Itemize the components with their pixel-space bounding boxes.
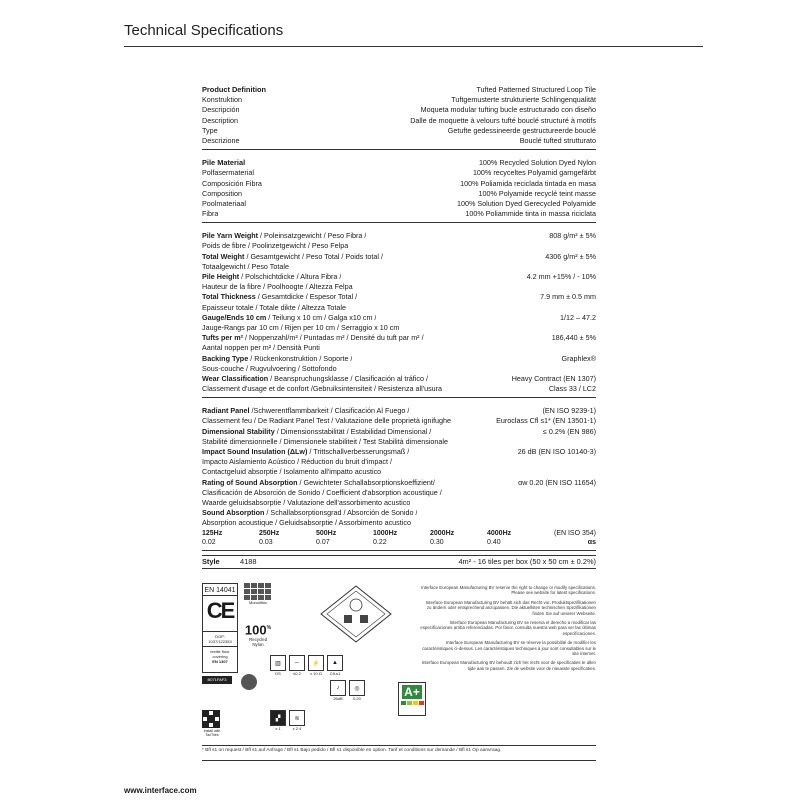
spec-value: 4.2 mm +15% / - 10% <box>526 272 596 281</box>
spec-row <box>202 447 596 457</box>
spec-label-rest: / Trittschallverbesserungsmaß / <box>307 447 410 456</box>
spec-row <box>202 437 596 447</box>
frequency-value: 0.03 <box>259 538 273 546</box>
page-title: Technical Specifications <box>124 22 284 39</box>
spec-row <box>202 136 596 146</box>
spec-row <box>202 343 596 353</box>
spec-label <box>202 292 357 302</box>
recycled-percentage: 100 <box>244 622 267 638</box>
spec-label <box>202 478 435 488</box>
spec-value: 100% Poliamida reciclada tintada en masa <box>460 178 596 188</box>
spec-label: Jauge-Rangs par 10 cm / Rijen per 10 cm / Serraggio x 10 cm <box>202 322 400 332</box>
spec-value: (EN ISO 9239-1) <box>542 406 596 416</box>
spec-row <box>202 518 596 528</box>
spec-row <box>202 126 596 136</box>
spec-label-bold: Pile Yarn Weight <box>202 231 259 241</box>
icon-caption: x 10 Ω <box>310 671 322 676</box>
spec-row <box>202 116 596 126</box>
dop-number: DOP: 1037/122353 <box>203 632 237 647</box>
frequency-header: 2000Hz <box>430 529 455 537</box>
spec-label: Totaalgewicht / Peso Totale <box>202 261 289 271</box>
footnote-divider <box>202 760 596 761</box>
frequency-value: 0.30 <box>430 538 444 546</box>
spec-value: 100% Poliammide tinta in massa riciclata <box>465 209 596 219</box>
spec-label-bold: Pile Height <box>202 272 240 281</box>
spec-row <box>202 189 596 199</box>
spec-label-rest: / Poleinsatzgewicht / Peso Fibra / <box>258 231 367 241</box>
rating-scale-icon <box>399 701 425 705</box>
spec-section <box>202 158 596 223</box>
spec-label-rest: / Polschichtdicke / Altura Fibra / <box>239 272 342 281</box>
hazard-diamond-icon <box>320 585 392 643</box>
spec-row <box>202 179 596 189</box>
antistatic-icon: ⚡ <box>308 655 324 671</box>
spec-label-rest: / Gesamtdicke / Espesor Total / <box>255 292 358 302</box>
recycled-label: Recycled <box>248 637 268 643</box>
spec-value: 100% recyceltes Polyamid garngefärbt <box>472 168 596 178</box>
spec-row <box>202 364 596 374</box>
performance-icons-row-3 <box>270 710 305 731</box>
spec-label-rest: /Schwerentflammbarkeit / Clasificación Al Fuego / <box>249 406 410 416</box>
spec-value: 100% Recycled Solution Dyed Nylon <box>478 158 596 168</box>
spec-value: Euroclass Cfl s1* (EN 13501-1) <box>496 416 596 426</box>
spec-label: Poolmateriaal <box>202 198 246 208</box>
spec-label <box>202 231 366 241</box>
spec-label-bold: Backing Type <box>202 353 249 363</box>
performance-icons-row-2 <box>330 680 365 701</box>
spec-label: Stabilité dimensionnelle / Dimensionele stabiliteit / Test Stabilità dimensionale <box>202 436 448 446</box>
spec-label-rest: / Gesamtgewicht / Peso Total / Poids total / <box>244 251 383 261</box>
spec-row <box>202 333 596 343</box>
disclaimer-fr: Interface European Manufacturing BV se réserve la possibilité de modifier les caractéristiques ci-dessus. Les caractéristiques techniques à jour sont consultables sur le site internet. <box>422 640 596 657</box>
spec-row <box>202 457 596 467</box>
spec-label-bold: Total Weight <box>202 251 245 261</box>
spec-value: Dalle de moquette à velours tufté bouclé structuré à motifs <box>410 115 596 125</box>
sound-unit: αs <box>587 538 596 546</box>
spec-value: 26 dB (EN ISO 10140-3) <box>517 447 596 456</box>
spec-row <box>202 262 596 272</box>
spec-row <box>202 323 596 333</box>
spec-row <box>202 168 596 178</box>
spec-label: Description <box>202 115 238 125</box>
spec-row <box>202 85 596 95</box>
spec-label <box>202 447 409 457</box>
recycled-badge <box>244 621 272 647</box>
spec-label-rest: / Rückenkonstruktion / Soporte / <box>248 353 353 363</box>
spec-label: Polfasermaterial <box>202 168 254 178</box>
style-label: Style <box>202 556 220 566</box>
spec-label <box>202 508 417 518</box>
performance-icons-row-1 <box>270 655 343 676</box>
frequency-header: 1000Hz <box>373 529 398 537</box>
packaging-info: 4m² - 16 tiles per box (50 x 50 cm ± 0.2%) <box>458 556 596 566</box>
icon-caption: x 2.4 <box>292 726 302 731</box>
spec-label <box>202 252 383 262</box>
disclaimer-de: Interface European Manufacturing BV behält sich das Recht vor, Produktspezifikationen zu ändern oder entsprechend anzupassen. Die aktuellsten technischen Spezifikationen finden Sie auf unserer Webseite. <box>425 599 596 616</box>
spec-row <box>202 354 596 364</box>
spec-row <box>202 416 596 426</box>
spec-label-rest: / Noppenzahl/m² / Puntadas m² / Densité du tuft par m² / <box>243 333 424 343</box>
spec-label-bold: Rating of Sound Absorption <box>202 477 298 487</box>
spec-label <box>202 313 376 323</box>
monolithic-label: Monolithic <box>248 600 267 605</box>
website-link[interactable]: www.interface.com <box>124 786 197 795</box>
spec-value: Tufted Patterned Structured Loop Tile <box>476 85 596 94</box>
spec-row <box>202 467 596 477</box>
indoor-air-label <box>398 682 426 716</box>
spec-label <box>202 354 352 364</box>
spec-row <box>202 292 596 302</box>
spec-label: Sous-couche / Rugvulvoering / Sottofondo <box>202 363 337 373</box>
spec-row <box>202 488 596 498</box>
spec-label <box>202 427 431 437</box>
icon-caption: Cfl-s1 <box>329 671 341 676</box>
spec-label-rest: / Beanspruchungsklasse / Clasificación al tráfico / <box>268 373 428 383</box>
spec-row <box>202 384 596 394</box>
spec-value: Getufte gedessineerde gestructureerde bouclé <box>447 125 596 135</box>
impact-sound-icon: ♪ <box>330 680 346 696</box>
spec-label-bold: Radiant Panel <box>202 406 250 416</box>
spec-section <box>202 406 596 550</box>
textile-floor-label: textile floor covering <box>210 649 230 659</box>
spec-label: Epaisseur totale / Totale dikte / Altezza Totale <box>202 302 346 312</box>
spec-row <box>202 231 596 241</box>
dimensional-stability-icon: ⇔ <box>289 655 305 671</box>
energy-rating: A+ <box>402 685 422 699</box>
castor-chair-icon: ▥ <box>270 655 286 671</box>
spec-label <box>202 374 428 384</box>
spec-label <box>202 333 424 343</box>
spec-label: Composition <box>202 188 242 198</box>
style-row <box>202 555 596 569</box>
frequency-header: 4000Hz <box>487 529 512 537</box>
spec-label: Absorption acoustique / Geluidsabsorptie / Assorbimento acustico <box>202 518 411 528</box>
spec-label: Aantal noppen per m² / Densità Punti <box>202 343 320 353</box>
install-label: Install with TacTiles <box>203 729 221 737</box>
icon-caption: 26dB <box>333 696 343 701</box>
disclaimer-es: Interface European Manufacturing BV se reserva el derecho a modificar las especificaciones arriba referenciadas. Por favor, consulta nuestra web para ver las últimas especificaciones. <box>420 620 596 636</box>
sound-standard: (EN ISO 354) <box>553 529 596 537</box>
spec-label-bold: Sound Absorption <box>202 508 265 518</box>
spec-label-bold: Gauge/Ends 10 cm <box>202 312 267 322</box>
spec-label: Hauteur de la fibre / Poolhoogte / Altezza Felpa <box>202 282 353 292</box>
tactiles-checker-icon <box>202 710 220 728</box>
spec-row <box>202 241 596 251</box>
spec-row <box>202 374 596 384</box>
spec-value: Moqueta modular tufting bucle estructurado con diseño <box>420 105 596 115</box>
spec-label: Type <box>202 125 218 135</box>
ce-icon: CE <box>203 596 237 632</box>
seal-icon <box>241 674 257 690</box>
disclaimer <box>420 585 596 675</box>
frequency-value: 0.07 <box>316 538 330 546</box>
spec-label <box>202 272 341 282</box>
disclaimer-nl: Interface European Manufacturing BV behoudt zich het recht voor de specificaties te allen tijde aan te passen. Zie de website voor de nieuwste specificaties. <box>421 660 596 671</box>
frequency-value-row <box>202 538 596 547</box>
icon-caption: 0.20 <box>353 696 361 701</box>
spec-label: Pile Material <box>202 158 246 168</box>
fire-rating-icon: ▲ <box>327 655 343 671</box>
frequency-header: 250Hz <box>259 529 280 537</box>
frequency-header: 500Hz <box>316 529 337 537</box>
spec-label: Fibra <box>202 209 219 219</box>
spec-value: 1/12 – 47.2 <box>560 312 596 322</box>
icon-caption: DS <box>275 671 281 676</box>
spec-label: Composición Fibra <box>202 178 262 188</box>
spec-value: 186,440 ± 5% <box>551 333 596 343</box>
sound-absorption-icon: ◎ <box>349 680 365 696</box>
frequency-header-row <box>202 529 596 538</box>
spec-row <box>202 303 596 313</box>
icon-caption: x 1 <box>275 726 281 731</box>
spec-value: αw 0.20 (EN ISO 11654) <box>518 477 596 487</box>
spec-row <box>202 158 596 168</box>
en-standard: EN 14041 <box>203 584 237 596</box>
recycled-unit: % <box>266 625 272 631</box>
spec-label-bold: Tufts per m² <box>202 333 243 343</box>
spec-label: Descrizione <box>202 135 240 145</box>
spec-row <box>202 427 596 437</box>
title-divider <box>124 46 703 47</box>
spec-label-bold: Wear Classification <box>202 373 269 383</box>
frequency-value: 0.22 <box>373 538 387 546</box>
footnote: * Bfl s1 on request / Bfl s1 auf Anfrage / Bfl s1 Bajo pedido / Bfl s1 disponible en option. Tarif et conditions sur demande / Bfl s1 Op aanvraag. <box>202 745 596 753</box>
spec-row <box>202 252 596 262</box>
style-number: 4188 <box>240 556 257 566</box>
spec-row <box>202 105 596 115</box>
monolithic-badge <box>244 583 272 605</box>
spec-value: Bouclé tufted strutturato <box>519 135 596 145</box>
spec-row <box>202 95 596 105</box>
spec-label: Clasificación de Absorción de Sonido / Coefficient d'absorption acoustique / <box>202 487 442 497</box>
icon-caption: ≤0.2 <box>293 671 301 676</box>
spec-row <box>202 209 596 219</box>
spec-row <box>202 498 596 508</box>
frequency-value: 0.02 <box>202 538 216 546</box>
spec-value: Tuftgemusterte strukturierte Schlingenqualität <box>451 95 596 105</box>
spec-value: 4306 g/m² ± 5% <box>545 251 596 261</box>
spec-section <box>202 85 596 150</box>
monolithic-icon <box>244 583 272 600</box>
spec-row <box>202 313 596 323</box>
stairs-icon: ▞ <box>270 710 286 726</box>
ce-marking <box>202 583 238 673</box>
spec-row <box>202 478 596 488</box>
spec-label-rest: / Dimensionsstabilität / Estabilidad Dimensional / <box>274 426 432 436</box>
spec-value: Heavy Contract (EN 1307) <box>511 373 596 383</box>
spec-label: Konstruktion <box>202 95 242 105</box>
spec-label: Classement d'usage et de confort /Gebruiksintensiteit / Resistenza all'usura <box>202 384 443 394</box>
spec-label <box>202 406 409 416</box>
spec-section <box>202 231 596 398</box>
spec-label: Poids de fibre / Poolinzetgewicht / Peso Felpa <box>202 241 349 251</box>
spec-row <box>202 199 596 209</box>
frequency-value: 0.40 <box>487 538 501 546</box>
spec-row <box>202 508 596 518</box>
spec-label-bold: Dimensional Stability <box>202 426 275 436</box>
spec-label-rest: / Gewichteter Schallabsorptionskoeffizient/ <box>297 477 435 487</box>
spec-label-rest: / Teilung x 10 cm / Galga x10 cm / <box>266 312 377 322</box>
spec-label-bold: Impact Sound Insulation (ΔLw) <box>202 447 308 456</box>
spec-row <box>202 272 596 282</box>
textile-floor-standard: EN 1307 <box>212 659 228 664</box>
spec-value: Graphlex® <box>561 353 596 363</box>
spec-value: 808 g/m² ± 5% <box>549 231 596 241</box>
underfloor-heating-icon: ≋ <box>289 710 305 726</box>
spec-table <box>202 85 596 569</box>
recycled-material: Nylon <box>252 642 264 648</box>
spec-value: 100% Polyamide recyclé teint masse <box>478 188 596 198</box>
spec-label-bold: Total Thickness <box>202 292 256 302</box>
spec-value: Class 33 / LC2 <box>548 384 596 394</box>
spec-value: 7.9 mm ± 0.5 mm <box>540 292 596 302</box>
spec-label: Contactgeluid absorptie / Isolamento all'impatto acustico <box>202 467 382 477</box>
spec-label: Waarde geluidsabsorptie / Valutazione dell'assorbimento acustico <box>202 497 411 507</box>
spec-value: ≤ 0.2% (EN 986) <box>542 426 596 436</box>
disclaimer-en: Interface European Manufacturing BV reserve the right to change or modify specifications. Please see website for latest specifications. <box>421 585 596 596</box>
spec-label: Classement feu / De Radiant Panel Test / Valutazione delle proprietà ignifughe <box>202 416 452 426</box>
spec-label-rest: / Schallabsorptionsgrad / Absorción de Sonido / <box>264 508 418 518</box>
spec-label: Product Definition <box>202 85 267 94</box>
spec-row <box>202 406 596 416</box>
spec-value: 100% Solution Dyed Gerecycled Polyamide <box>456 198 596 208</box>
spec-row <box>202 282 596 292</box>
product-code-badge: B071FAF3 <box>202 676 232 684</box>
spec-label: Descripción <box>202 105 240 115</box>
spec-label: Impacto Aislamiento Acústico / Réduction du bruit d'impact / <box>202 457 392 467</box>
frequency-header: 125Hz <box>202 529 223 537</box>
